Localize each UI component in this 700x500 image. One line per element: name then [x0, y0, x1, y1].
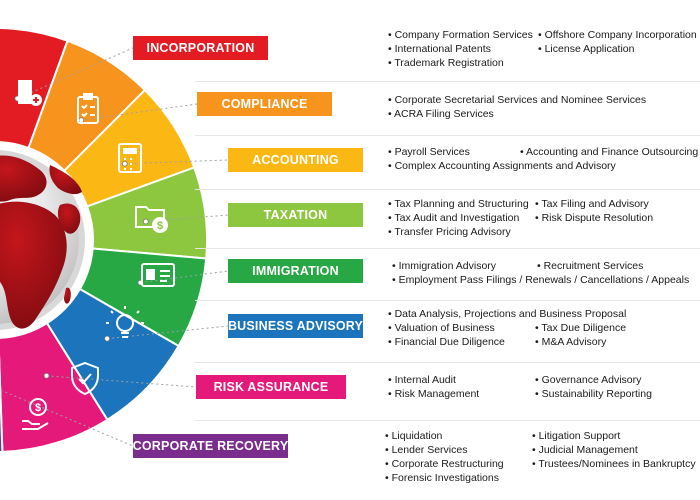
svg-text:$: $	[34, 402, 42, 414]
category-label-incorporation: INCORPORATION	[133, 36, 268, 60]
leader-dot	[143, 219, 148, 224]
row-divider	[195, 135, 700, 136]
category-label-business-advisory: BUSINESS ADVISORY	[228, 314, 363, 338]
service-item: • Valuation of Business	[388, 322, 495, 336]
service-item: • Trustees/Nominees in Bankruptcy	[532, 458, 696, 472]
service-item: • Recruitment Services	[537, 260, 643, 274]
service-item: • Lender Services	[385, 444, 467, 458]
row-divider	[195, 362, 700, 363]
service-item: • Employment Pass Filings / Renewals / Cancellations / Appeals	[392, 274, 689, 288]
service-item: • Immigration Advisory	[392, 260, 496, 274]
category-label-immigration: IMMIGRATION	[228, 259, 363, 283]
service-item: • Governance Advisory	[535, 374, 641, 388]
service-item: • Complex Accounting Assignments and Advisory	[388, 160, 616, 174]
service-item: • Judicial Management	[532, 444, 638, 458]
leader-dot	[44, 373, 49, 378]
service-item: • Payroll Services	[388, 146, 470, 160]
service-item: • Tax Filing and Advisory	[535, 198, 649, 212]
service-item: • International Patents	[388, 43, 491, 57]
category-label-accounting: ACCOUNTING	[228, 148, 363, 172]
service-item: • Corporate Restructuring	[385, 458, 504, 472]
category-label-taxation: TAXATION	[228, 203, 363, 227]
service-item: • Tax Audit and Investigation	[388, 212, 519, 226]
service-item: • ACRA Filing Services	[388, 108, 494, 122]
row-divider	[195, 300, 700, 301]
service-item: • Liquidation	[385, 430, 442, 444]
service-item: • M&A Advisory	[535, 336, 606, 350]
service-item: • License Application	[538, 43, 635, 57]
service-item: • Litigation Support	[532, 430, 620, 444]
service-item: • Trademark Registration	[388, 57, 504, 71]
row-divider	[195, 81, 700, 82]
service-item: • Offshore Company Incorporation	[538, 29, 697, 43]
category-label-corporate-recovery: CORPORATE RECOVERY	[133, 434, 288, 458]
service-item: • Forensic Investigations	[385, 472, 499, 486]
leader-dot	[105, 336, 110, 341]
service-item: • Company Formation Services	[388, 29, 533, 43]
row-divider	[195, 248, 700, 249]
svg-text:$: $	[156, 220, 164, 232]
service-item: • Tax Due Diligence	[535, 322, 626, 336]
service-item: • Accounting and Finance Outsourcing	[520, 146, 698, 160]
row-divider	[195, 189, 700, 190]
service-item: • Sustainability Reporting	[535, 388, 652, 402]
service-item: • Corporate Secretarial Services and Nominee Services	[388, 94, 646, 108]
category-label-compliance: COMPLIANCE	[197, 92, 332, 116]
row-divider	[195, 420, 700, 421]
service-item: • Transfer Pricing Advisory	[388, 226, 511, 240]
continent-africa	[0, 202, 67, 329]
service-item: • Risk Management	[388, 388, 479, 402]
service-item: • Financial Due Diligence	[388, 336, 505, 350]
service-item: • Internal Audit	[388, 374, 456, 388]
category-label-risk-assurance: RISK ASSURANCE	[196, 375, 346, 399]
service-item: • Tax Planning and Structuring	[388, 198, 529, 212]
service-item: • Risk Dispute Resolution	[535, 212, 653, 226]
service-item: • Data Analysis, Projections and Business Proposal	[388, 308, 626, 322]
